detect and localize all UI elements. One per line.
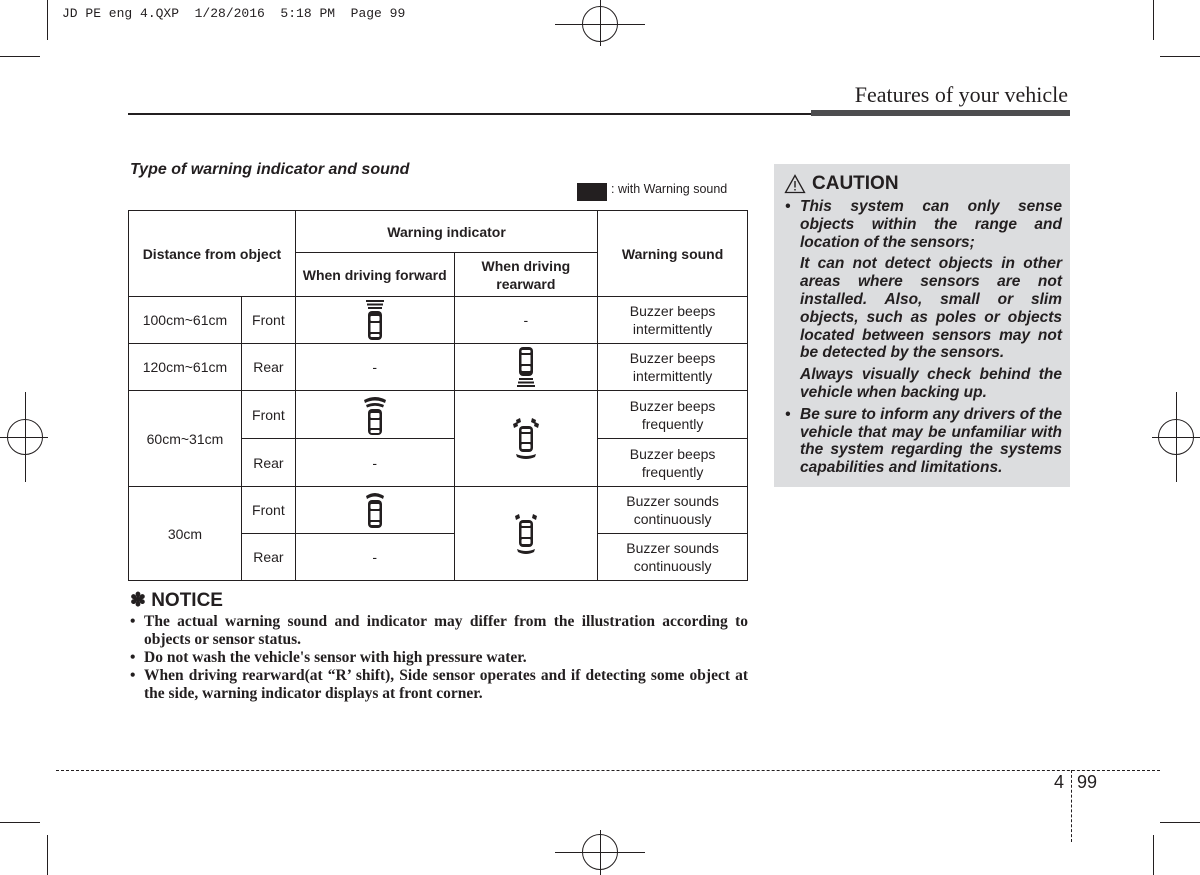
car-corners-mid-icon: [511, 416, 541, 462]
caution-paragraph: It can not detect objects in other areas where sensors are not installed. Also, small or slim objects, such as poles or objects located between sensors may not be detected by the sensors.: [800, 255, 1062, 362]
sound-cell: Buzzer beeps frequently: [598, 391, 748, 439]
page-number: 99: [1077, 772, 1098, 792]
warning-table: [128, 210, 748, 581]
chapter-number: 4: [1054, 772, 1065, 792]
header-rule-thick: [811, 110, 1070, 116]
caution-paragraph: Always visually check behind the vehicle when backing up.: [800, 366, 1062, 401]
crop-mark: [1160, 56, 1200, 57]
position-cell: Front: [241, 487, 295, 534]
section-title: Features of your vehicle: [854, 82, 1068, 107]
distance-cell: 120cm~61cm: [129, 344, 242, 391]
list-item: • Do not wash the vehicle's sensor with high pressure water.: [128, 649, 748, 667]
list-item: [784, 406, 1062, 477]
footer-dashed-divider: [1071, 770, 1072, 842]
crop-mark: [47, 835, 48, 875]
distance-cell: 60cm~31cm: [129, 391, 242, 487]
table-row: [129, 344, 748, 391]
table-title: Type of warning indicator and sound: [130, 161, 410, 178]
header-sound: Warning sound: [598, 211, 748, 297]
crop-mark: [1160, 822, 1200, 823]
header-rearward: When driving rearward: [454, 253, 598, 297]
sound-cell: Buzzer beeps frequently: [598, 439, 748, 487]
position-cell: Rear: [241, 534, 295, 581]
table-row: [129, 487, 748, 534]
list-item: [784, 198, 1062, 402]
distance-cell: 30cm: [129, 487, 242, 581]
forward-cell: [295, 391, 454, 439]
caution-paragraph: • Be sure to inform any drivers of the vehicle that may be unfamiliar with the system regarding the systems capabilities and limitations.: [800, 405, 1062, 477]
car-rear-far-icon: [514, 346, 538, 388]
forward-cell: [295, 487, 454, 534]
car-front-far-icon: [363, 299, 387, 341]
sound-cell: Buzzer sounds continuously: [598, 487, 748, 534]
position-cell: Front: [241, 391, 295, 439]
legend-text: : with Warning sound: [611, 182, 728, 196]
caution-header: [784, 173, 1062, 195]
forward-cell: -: [295, 534, 454, 581]
car-corners-near-icon: [511, 512, 541, 556]
crop-mark: [1153, 835, 1154, 875]
sound-cell: Buzzer beeps intermittently: [598, 344, 748, 391]
rearward-cell: [454, 344, 598, 391]
header-forward: When driving forward: [295, 253, 454, 297]
list-item: • The actual warning sound and indicator may differ from the illustration according to objects or sensor status.: [128, 613, 748, 649]
warning-triangle-icon: [784, 174, 806, 194]
notice-title: ✽ NOTICE: [130, 590, 223, 611]
crop-mark: [0, 56, 40, 57]
sound-cell: Buzzer sounds continuously: [598, 534, 748, 581]
position-cell: Rear: [241, 439, 295, 487]
rearward-cell: -: [454, 297, 598, 344]
crop-mark: [1153, 0, 1154, 40]
header-distance: Distance from object: [129, 211, 296, 297]
caution-box: [774, 164, 1070, 487]
car-front-near-icon: [362, 491, 388, 529]
print-header: JD PE eng 4.QXP 1/28/2016 5:18 PM Page 99: [62, 6, 406, 21]
distance-cell: 100cm~61cm: [129, 297, 242, 344]
forward-cell: -: [295, 344, 454, 391]
rearward-cell: [454, 487, 598, 581]
header-rule: [128, 113, 818, 115]
footer-dashed-rule: [56, 770, 1160, 771]
sound-cell: Buzzer beeps intermittently: [598, 297, 748, 344]
position-cell: Rear: [241, 344, 295, 391]
position-cell: Front: [241, 297, 295, 344]
crop-mark: [47, 0, 48, 40]
header-indicator: Warning indicator: [295, 211, 597, 253]
car-front-mid-icon: [361, 394, 389, 436]
crop-mark: [0, 822, 40, 823]
caution-paragraph: • This system can only sense objects within the range and location of the sensors;: [800, 198, 1062, 251]
caution-list: [784, 198, 1062, 477]
table-row: [129, 391, 748, 439]
caution-title: CAUTION: [812, 173, 899, 194]
forward-cell: [295, 297, 454, 344]
legend-swatch: [577, 183, 607, 201]
table-row: [129, 297, 748, 344]
forward-cell: -: [295, 439, 454, 487]
notice-list: [128, 613, 748, 703]
list-item: • When driving rearward(at “R’ shift), Side sensor operates and if detecting some object at the side, warning indicator displays at front corner.: [128, 667, 748, 703]
rearward-cell: [454, 391, 598, 487]
